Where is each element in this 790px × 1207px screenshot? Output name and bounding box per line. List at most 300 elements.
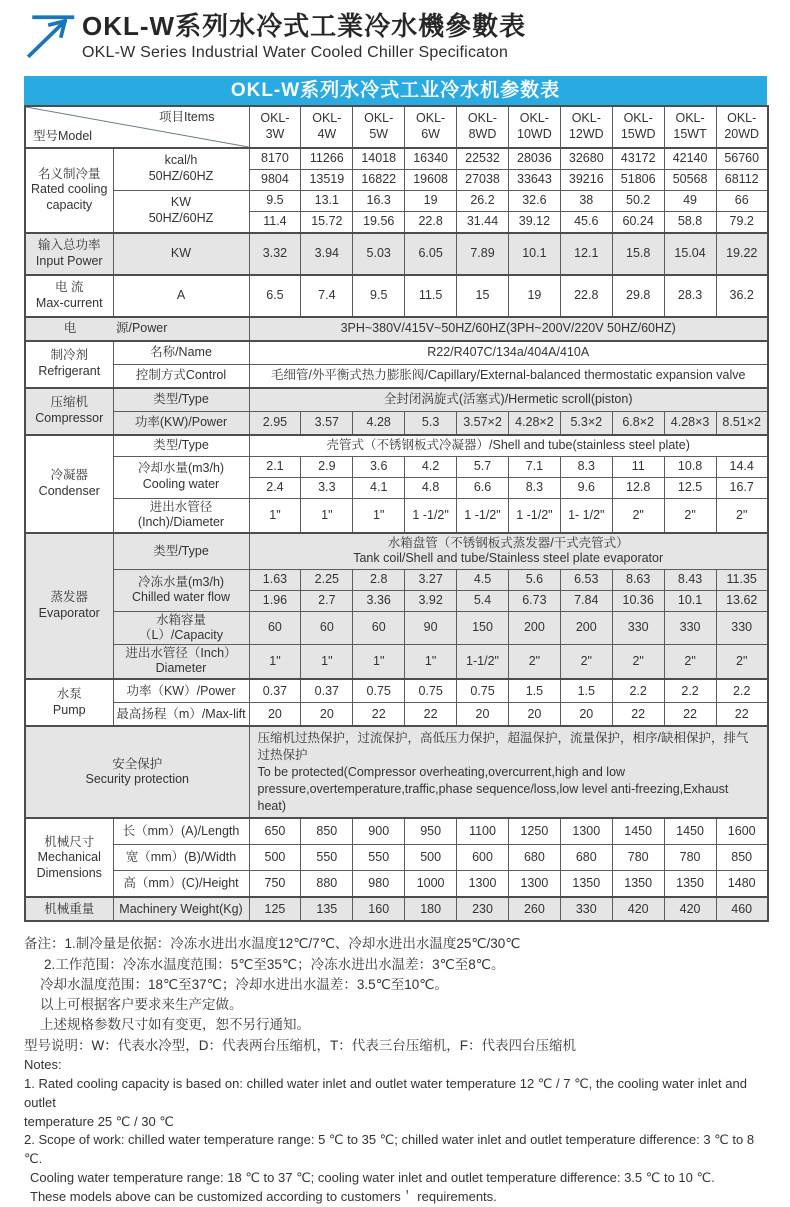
value-cell: 600: [457, 845, 509, 871]
value-cell: 4.28×2: [508, 411, 560, 435]
value-cell: 36.2: [716, 275, 768, 317]
value-cell: 90: [405, 611, 457, 644]
row-pump-lift: [25, 703, 768, 727]
value-cell: 20: [560, 703, 612, 727]
value-cell: 135: [301, 897, 353, 921]
value-cell: 900: [353, 818, 405, 845]
row-rated-kcal-50: [25, 148, 768, 170]
value-cell: 330: [664, 611, 716, 644]
value-cell: 20: [457, 703, 509, 727]
value-cell: 1.5: [560, 679, 612, 703]
value-cell: 1450: [612, 818, 664, 845]
value-cell: 6.73: [508, 590, 560, 611]
page-title-cn: OKL-W系列水冷式工業冷水機參數表: [82, 11, 527, 41]
item-pump-power: 功率（KW）/Power: [113, 679, 249, 703]
value-cell: 42140: [664, 148, 716, 170]
value-cell: 200: [560, 611, 612, 644]
value-cell: 10.1: [664, 590, 716, 611]
model-header: OKL- 15WT: [664, 106, 716, 148]
value-cell: 6.53: [560, 569, 612, 590]
item-refrigerant-control: 控制方式Control: [113, 364, 249, 388]
model-header: OKL- 4W: [301, 106, 353, 148]
value-cell: 2": [664, 498, 716, 533]
spec-table-wrapper: [24, 76, 767, 923]
value-cell: 4.5: [457, 569, 509, 590]
value-cell: 19: [508, 275, 560, 317]
value-cell: 11.5: [405, 275, 457, 317]
value-cell: 8.51×2: [716, 411, 768, 435]
value-cell: 1": [249, 644, 301, 679]
value-cell: 1": [353, 498, 405, 533]
value-cell: 0.37: [301, 679, 353, 703]
value-cell: 13.1: [301, 190, 353, 211]
value-cell: 0.37: [249, 679, 301, 703]
value-cell: 1350: [612, 871, 664, 898]
note-line: 备注：1.制冷量是依据：冷冻水进出水温度12℃/7℃、冷却水进出水温度25℃/30℃: [24, 936, 521, 952]
value-cell: 2.4: [249, 477, 301, 498]
value-cell: 79.2: [716, 211, 768, 233]
value-cell: 1": [301, 644, 353, 679]
page-header: [0, 0, 790, 62]
item-dim-width: 宽（mm）(B)/Width: [113, 845, 249, 871]
value-cell: 1100: [457, 818, 509, 845]
value-cell: 14.4: [716, 456, 768, 477]
section-label-input-power: 输入总功率 Input Power: [25, 233, 113, 275]
value-cell: 3.57×2: [457, 411, 509, 435]
value-cell: 3.94: [301, 233, 353, 275]
row-evaporator-type: [25, 533, 768, 570]
note-line: 1. Rated cooling capacity is based on: chilled water inlet and outlet water temperature 12 ℃ / 7 ℃, the cooling water inlet and outlet: [24, 1075, 747, 1110]
value-cell: 16.3: [353, 190, 405, 211]
row-security-protection: [25, 726, 768, 818]
value-cell: 680: [508, 845, 560, 871]
value-cell: 2": [560, 644, 612, 679]
note-line: 型号说明：W：代表水冷型，D：代表两台压缩机，T：代表三台压缩机，F：代表四台压缩机: [24, 1037, 576, 1053]
note-line: 冷却水温度范围：18℃至37℃；冷却水进出水温差：3.5℃至10℃。: [40, 976, 448, 992]
value-cell: 45.6: [560, 211, 612, 233]
value-cell: 13.62: [716, 590, 768, 611]
value-cell: 8170: [249, 148, 301, 170]
value-cell: 2.95: [249, 411, 301, 435]
value-cell: 7.89: [457, 233, 509, 275]
value-cell: 39216: [560, 169, 612, 190]
value-cell: 3.57: [301, 411, 353, 435]
table-header-row: [25, 106, 768, 148]
value-cell: 7.1: [508, 456, 560, 477]
value-cell: 16.7: [716, 477, 768, 498]
value-cell: 11.35: [716, 569, 768, 590]
item-condenser-type: 类型/Type: [113, 435, 249, 457]
model-header: OKL- 5W: [353, 106, 405, 148]
item-chilled-water: 冷冻水量(m3/h) Chilled water flow: [113, 569, 249, 611]
model-header: OKL- 20WD: [716, 106, 768, 148]
item-pump-lift: 最高扬程（m）/Max-lift: [113, 703, 249, 727]
value-cell: 38: [560, 190, 612, 211]
value-cell: 0.75: [457, 679, 509, 703]
value-cell: 330: [612, 611, 664, 644]
value-cell: 5.4: [457, 590, 509, 611]
note-line: Cooling water temperature range: 18 ℃ to 37 ℃; cooling water inlet and outlet temperature difference: 3.5 ℃ to 10 ℃.: [30, 1170, 715, 1186]
row-chilled-water-50: [25, 569, 768, 590]
value-cell: 780: [612, 845, 664, 871]
value-cell: 50568: [664, 169, 716, 190]
value-cell: 2.2: [664, 679, 716, 703]
value-cell: 2.25: [301, 569, 353, 590]
value-cell: 31.44: [457, 211, 509, 233]
model-header: OKL- 6W: [405, 106, 457, 148]
notes-block: [24, 934, 766, 1206]
value-cell: 16340: [405, 148, 457, 170]
value-cell: 1- 1/2": [560, 498, 612, 533]
value-cell: 420: [664, 897, 716, 921]
value-cell: 2.7: [301, 590, 353, 611]
row-evaporator-pipe: [25, 644, 768, 679]
table-title-banner: OKL-W系列水冷式工业冷水机参数表: [24, 76, 767, 105]
value-cell: 330: [560, 897, 612, 921]
value-cell: 7.4: [301, 275, 353, 317]
refrigerant-name-value: R22/R407C/134a/404A/410A: [249, 341, 768, 365]
value-cell: 260: [508, 897, 560, 921]
value-cell: 550: [301, 845, 353, 871]
value-cell: 460: [716, 897, 768, 921]
row-condenser-pipe: [25, 498, 768, 533]
row-tank-capacity: [25, 611, 768, 644]
value-cell: 8.43: [664, 569, 716, 590]
value-cell: 1450: [664, 818, 716, 845]
value-cell: 1.96: [249, 590, 301, 611]
row-refrigerant-name: [25, 341, 768, 365]
value-cell: 66: [716, 190, 768, 211]
value-cell: 43172: [612, 148, 664, 170]
value-cell: 2": [612, 644, 664, 679]
value-cell: 330: [716, 611, 768, 644]
value-cell: 32.6: [508, 190, 560, 211]
section-label-max-current: 电 流 Max-current: [25, 275, 113, 317]
value-cell: 22: [405, 703, 457, 727]
value-cell: 3.6: [353, 456, 405, 477]
value-cell: 1": [249, 498, 301, 533]
item-weight: Machinery Weight(Kg): [113, 897, 249, 921]
value-cell: 4.28×3: [664, 411, 716, 435]
compressor-type-value: 全封闭涡旋式(活塞式)/Hermetic scroll(piston): [249, 388, 768, 412]
value-cell: 29.8: [612, 275, 664, 317]
section-label-weight: 机械重量: [25, 897, 113, 921]
value-cell: 1300: [560, 818, 612, 845]
section-label-pump: 水泵 Pump: [25, 679, 113, 726]
section-label-refrigerant: 制冷剂 Refrigerant: [25, 341, 113, 388]
value-cell: 1-1/2": [457, 644, 509, 679]
value-cell: 4.8: [405, 477, 457, 498]
item-refrigerant-name: 名称/Name: [113, 341, 249, 365]
value-cell: 15: [457, 275, 509, 317]
power-supply-label: 电 源/Power: [25, 317, 249, 341]
value-cell: 12.1: [560, 233, 612, 275]
note-line: 上述规格参数尺寸如有变更，恕不另行通知。: [40, 1017, 310, 1033]
value-cell: 1": [301, 498, 353, 533]
value-cell: 5.3: [405, 411, 457, 435]
value-cell: 230: [457, 897, 509, 921]
value-cell: 12.5: [664, 477, 716, 498]
row-dim-height: [25, 871, 768, 898]
row-condenser-type: [25, 435, 768, 457]
value-cell: 22.8: [405, 211, 457, 233]
value-cell: 500: [405, 845, 457, 871]
value-cell: 6.6: [457, 477, 509, 498]
value-cell: 51806: [612, 169, 664, 190]
value-cell: 1600: [716, 818, 768, 845]
value-cell: 850: [716, 845, 768, 871]
item-input-power-unit: KW: [113, 233, 249, 275]
row-refrigerant-control: [25, 364, 768, 388]
value-cell: 1.63: [249, 569, 301, 590]
row-pump-power: [25, 679, 768, 703]
value-cell: 19: [405, 190, 457, 211]
value-cell: 6.05: [405, 233, 457, 275]
value-cell: 49: [664, 190, 716, 211]
section-label-compressor: 压缩机 Compressor: [25, 388, 113, 435]
value-cell: 4.28: [353, 411, 405, 435]
value-cell: 6.8×2: [612, 411, 664, 435]
value-cell: 2": [508, 644, 560, 679]
value-cell: 9.5: [249, 190, 301, 211]
title-block: [82, 10, 526, 62]
row-cooling-water-50: [25, 456, 768, 477]
value-cell: 1 -1/2": [405, 498, 457, 533]
value-cell: 1350: [664, 871, 716, 898]
model-header: OKL- 15WD: [612, 106, 664, 148]
value-cell: 22: [664, 703, 716, 727]
value-cell: 60: [353, 611, 405, 644]
model-header: OKL- 8WD: [457, 106, 509, 148]
value-cell: 68112: [716, 169, 768, 190]
value-cell: 4.2: [405, 456, 457, 477]
value-cell: 22.8: [560, 275, 612, 317]
row-dim-width: [25, 845, 768, 871]
row-compressor-type: [25, 388, 768, 412]
value-cell: 125: [249, 897, 301, 921]
value-cell: 500: [249, 845, 301, 871]
value-cell: 3.32: [249, 233, 301, 275]
security-value: 压缩机过热保护，过流保护，高低压力保护，超温保护，流量保护，相序/缺相保护，排气过热保护 To be protected(Compressor overheating,overcurrent,high and low pressure,overtemperature,traffic,phase sequence/loss,low level anti-freezing,Exhaust heat): [249, 726, 768, 818]
value-cell: 1300: [508, 871, 560, 898]
value-cell: 22: [716, 703, 768, 727]
value-cell: 58.8: [664, 211, 716, 233]
value-cell: 750: [249, 871, 301, 898]
value-cell: 1.5: [508, 679, 560, 703]
value-cell: 1250: [508, 818, 560, 845]
value-cell: 20: [249, 703, 301, 727]
value-cell: 5.03: [353, 233, 405, 275]
value-cell: 8.63: [612, 569, 664, 590]
value-cell: 3.36: [353, 590, 405, 611]
item-cooling-water: 冷却水量(m3/h) Cooling water: [113, 456, 249, 498]
value-cell: 1": [353, 644, 405, 679]
condenser-type-value: 壳管式（不锈钢板式冷凝器）/Shell and tube(stainless steel plate): [249, 435, 768, 457]
value-cell: 39.12: [508, 211, 560, 233]
value-cell: 2.1: [249, 456, 301, 477]
value-cell: 1 -1/2": [457, 498, 509, 533]
notes-english: [24, 1056, 766, 1207]
item-kw: KW 50HZ/60HZ: [113, 190, 249, 233]
value-cell: 850: [301, 818, 353, 845]
value-cell: 10.1: [508, 233, 560, 275]
spec-table: [24, 105, 769, 923]
value-cell: 950: [405, 818, 457, 845]
item-tank-capacity: 水箱容量（L）/Capacity: [113, 611, 249, 644]
value-cell: 20: [301, 703, 353, 727]
row-rated-kw-50: [25, 190, 768, 211]
value-cell: 880: [301, 871, 353, 898]
row-input-power: [25, 233, 768, 275]
value-cell: 3.27: [405, 569, 457, 590]
value-cell: 5.3×2: [560, 411, 612, 435]
value-cell: 1000: [405, 871, 457, 898]
item-condenser-pipe: 进出水管径 (Inch)/Diameter: [113, 498, 249, 533]
value-cell: 22: [612, 703, 664, 727]
page-title-en: OKL-W Series Industrial Water Cooled Chiller Specificaton: [82, 43, 509, 61]
value-cell: 180: [405, 897, 457, 921]
section-label-dimensions: 机械尺寸 Mechanical Dimensions: [25, 818, 113, 897]
value-cell: 9804: [249, 169, 301, 190]
value-cell: 2.9: [301, 456, 353, 477]
value-cell: 1300: [457, 871, 509, 898]
value-cell: 5.6: [508, 569, 560, 590]
corner-items-label: 项目Items: [158, 109, 215, 124]
row-power-supply: [25, 317, 768, 341]
value-cell: 0.75: [353, 679, 405, 703]
value-cell: 12.8: [612, 477, 664, 498]
value-cell: 11: [612, 456, 664, 477]
value-cell: 980: [353, 871, 405, 898]
note-line: Notes:: [24, 1056, 62, 1072]
value-cell: 6.5: [249, 275, 301, 317]
value-cell: 0.75: [405, 679, 457, 703]
brand-arrow-icon: [22, 10, 78, 60]
value-cell: 15.72: [301, 211, 353, 233]
value-cell: 28036: [508, 148, 560, 170]
power-supply-value: 3PH~380V/415V~50HZ/60HZ(3PH~200V/220V 50HZ/60HZ): [249, 317, 768, 341]
value-cell: 680: [560, 845, 612, 871]
value-cell: 15.04: [664, 233, 716, 275]
row-max-current: [25, 275, 768, 317]
item-dim-height: 高（mm）(C)/Height: [113, 871, 249, 898]
item-kcal: kcal/h 50HZ/60HZ: [113, 148, 249, 191]
section-label-security: 安全保护 Security protection: [25, 726, 249, 818]
value-cell: 2.2: [716, 679, 768, 703]
row-compressor-power: [25, 411, 768, 435]
value-cell: 33643: [508, 169, 560, 190]
value-cell: 16822: [353, 169, 405, 190]
value-cell: 60: [249, 611, 301, 644]
value-cell: 10.36: [612, 590, 664, 611]
row-dim-length: [25, 818, 768, 845]
value-cell: 1350: [560, 871, 612, 898]
value-cell: 420: [612, 897, 664, 921]
value-cell: 11266: [301, 148, 353, 170]
value-cell: 1 -1/2": [508, 498, 560, 533]
value-cell: 19.22: [716, 233, 768, 275]
value-cell: 2": [716, 498, 768, 533]
model-header: OKL- 12WD: [560, 106, 612, 148]
value-cell: 2": [716, 644, 768, 679]
note-line: 以上可根据客户要求来生产定做。: [40, 997, 243, 1013]
value-cell: 4.1: [353, 477, 405, 498]
notes-chinese: [24, 934, 766, 1056]
corner-model-label: 型号Model: [33, 128, 93, 143]
value-cell: 2.2: [612, 679, 664, 703]
value-cell: 11.4: [249, 211, 301, 233]
item-compressor-power: 功率(KW)/Power: [113, 411, 249, 435]
value-cell: 60: [301, 611, 353, 644]
value-cell: 19608: [405, 169, 457, 190]
section-label-condenser: 冷凝器 Condenser: [25, 435, 113, 533]
note-line: 2. Scope of work: chilled water temperature range: 5 ℃ to 35 ℃; chilled water inlet and outlet temperature difference: 3 ℃ to 8 ℃.: [24, 1132, 755, 1167]
item-evaporator-type: 类型/Type: [113, 533, 249, 570]
item-dim-length: 长（mm）(A)/Length: [113, 818, 249, 845]
value-cell: 32680: [560, 148, 612, 170]
value-cell: 1": [405, 644, 457, 679]
value-cell: 3.3: [301, 477, 353, 498]
note-line: temperature 25 ℃ / 30 ℃: [24, 1113, 174, 1129]
value-cell: 8.3: [508, 477, 560, 498]
model-header: OKL- 3W: [249, 106, 301, 148]
value-cell: 10.8: [664, 456, 716, 477]
value-cell: 2.8: [353, 569, 405, 590]
value-cell: 60.24: [612, 211, 664, 233]
value-cell: 15.8: [612, 233, 664, 275]
value-cell: 19.56: [353, 211, 405, 233]
refrigerant-control-value: 毛细管/外平衡式热力膨胀阀/Capillary/External-balanced thermostatic expansion valve: [249, 364, 768, 388]
section-label-rated-cooling: 名义制冷量 Rated cooling capacity: [25, 148, 113, 233]
note-line: 2.工作范围：冷冻水温度范围：5℃至35℃；冷冻水进出水温差：3℃至8℃。: [44, 956, 505, 972]
value-cell: 780: [664, 845, 716, 871]
value-cell: 1480: [716, 871, 768, 898]
value-cell: 9.6: [560, 477, 612, 498]
item-evaporator-pipe: 进出水管径（Inch） Diameter: [113, 644, 249, 679]
model-header: OKL- 10WD: [508, 106, 560, 148]
section-label-evaporator: 蒸发器 Evaporator: [25, 533, 113, 679]
corner-cell: [25, 106, 249, 148]
value-cell: 5.7: [457, 456, 509, 477]
value-cell: 2": [664, 644, 716, 679]
item-compressor-type: 类型/Type: [113, 388, 249, 412]
value-cell: 8.3: [560, 456, 612, 477]
value-cell: 200: [508, 611, 560, 644]
value-cell: 13519: [301, 169, 353, 190]
value-cell: 150: [457, 611, 509, 644]
value-cell: 650: [249, 818, 301, 845]
note-line: These models above can be customized according to customers＇ requirements.: [30, 1188, 497, 1204]
value-cell: 22: [353, 703, 405, 727]
evaporator-type-value: 水箱盘管（不锈钢板式蒸发器/干式壳管式） Tank coil/Shell and tube/Stainless steel plate evaporator: [249, 533, 768, 570]
value-cell: 7.84: [560, 590, 612, 611]
value-cell: 9.5: [353, 275, 405, 317]
value-cell: 20: [508, 703, 560, 727]
value-cell: 28.3: [664, 275, 716, 317]
value-cell: 14018: [353, 148, 405, 170]
value-cell: 550: [353, 845, 405, 871]
value-cell: 50.2: [612, 190, 664, 211]
value-cell: 3.92: [405, 590, 457, 611]
value-cell: 160: [353, 897, 405, 921]
row-machinery-weight: [25, 897, 768, 921]
value-cell: 26.2: [457, 190, 509, 211]
value-cell: 22532: [457, 148, 509, 170]
value-cell: 56760: [716, 148, 768, 170]
item-max-current-unit: A: [113, 275, 249, 317]
value-cell: 2": [612, 498, 664, 533]
value-cell: 27038: [457, 169, 509, 190]
